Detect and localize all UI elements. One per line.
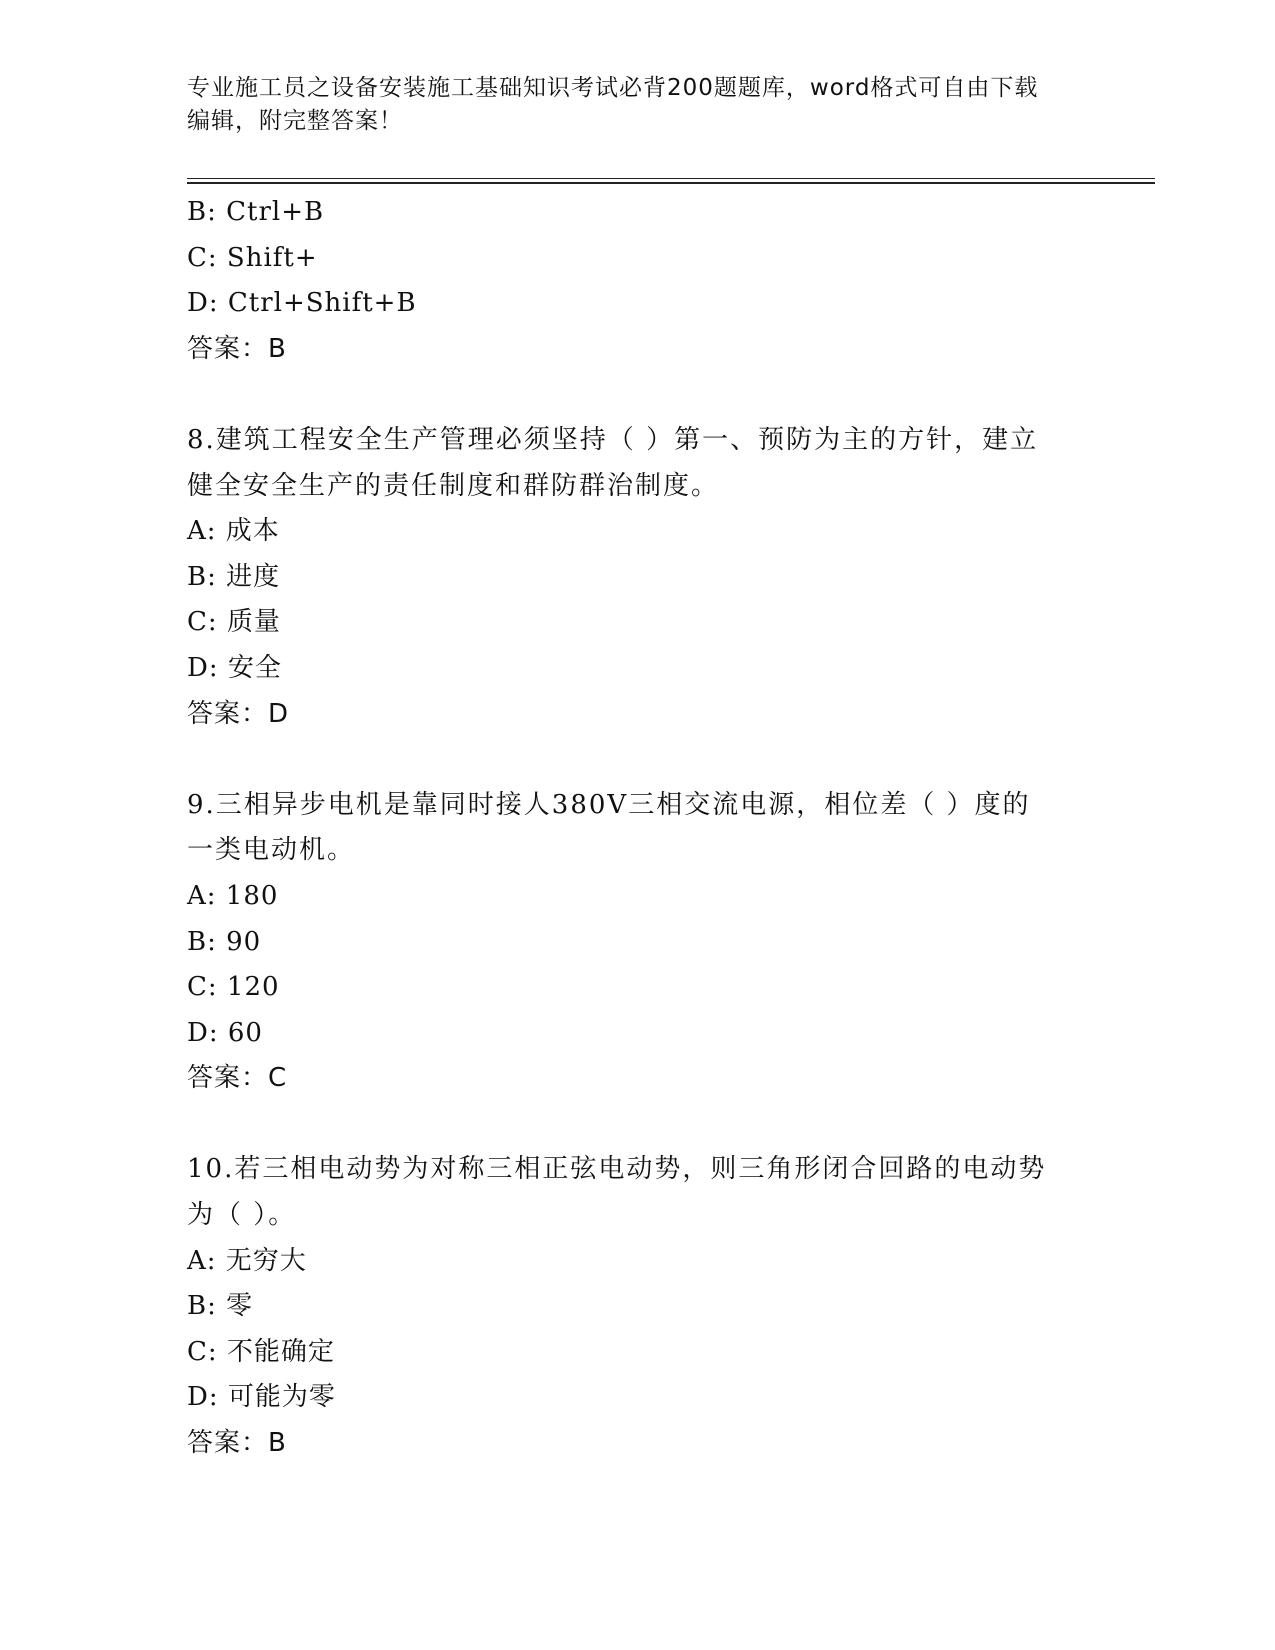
answer-line: 答案：C — [187, 1063, 288, 1094]
question-stem-line: 10.若三相电动势为对称三相正弦电动势，则三角形闭合回路的电动势 — [187, 1154, 1047, 1185]
header-title-line-2: 编辑，附完整答案！ — [187, 108, 403, 134]
option-a: A: 成本 — [187, 516, 280, 547]
option-b: B: Ctrl+B — [187, 197, 325, 227]
option-a: A: 180 — [187, 880, 279, 911]
header-divider-thin — [187, 178, 1155, 179]
option-c: C: 不能确定 — [187, 1336, 335, 1367]
spacer — [187, 737, 1087, 783]
answer-line: 答案：B — [187, 1428, 287, 1459]
question-9 — [187, 783, 1087, 1102]
question-10 — [187, 1147, 1087, 1466]
answer-line: 答案：B — [187, 333, 287, 364]
header-divider-thick — [187, 182, 1155, 184]
question-7-continuation — [187, 190, 1087, 372]
option-c: C: Shift+ — [187, 242, 318, 273]
answer-line: 答案：D — [187, 698, 290, 729]
option-c: C: 120 — [187, 972, 280, 1003]
question-stem-line: 9.三相异步电机是靠同时接人380V三相交流电源，相位差（ ）度的 — [187, 789, 1031, 820]
option-d: D: Ctrl+Shift+B — [187, 288, 417, 319]
option-c: C: 质量 — [187, 607, 281, 638]
option-d: D: 可能为零 — [187, 1382, 336, 1413]
spacer — [187, 1102, 1087, 1148]
option-b: B: 零 — [187, 1291, 254, 1322]
option-a: A: 无穷大 — [187, 1245, 307, 1276]
question-stem-line: 一类电动机。 — [187, 835, 356, 866]
header-title-line-1: 专业施工员之设备安装施工基础知识考试必背200题题库，word格式可自由下载 — [187, 75, 1039, 101]
question-stem-line: 8.建筑工程安全生产管理必须坚持（ ）第一、预防为主的方针，建立 — [187, 424, 1039, 455]
option-b: B: 进度 — [187, 561, 281, 592]
option-d: D: 安全 — [187, 652, 282, 683]
question-stem-line: 健全安全生产的责任制度和群防群治制度。 — [187, 470, 720, 501]
question-8 — [187, 418, 1087, 737]
option-d: D: 60 — [187, 1017, 263, 1048]
question-list — [187, 190, 1087, 1467]
question-stem-line: 为（ ）。 — [187, 1200, 297, 1231]
document-header — [187, 72, 1087, 138]
spacer — [187, 372, 1087, 418]
option-b: B: 90 — [187, 926, 262, 957]
